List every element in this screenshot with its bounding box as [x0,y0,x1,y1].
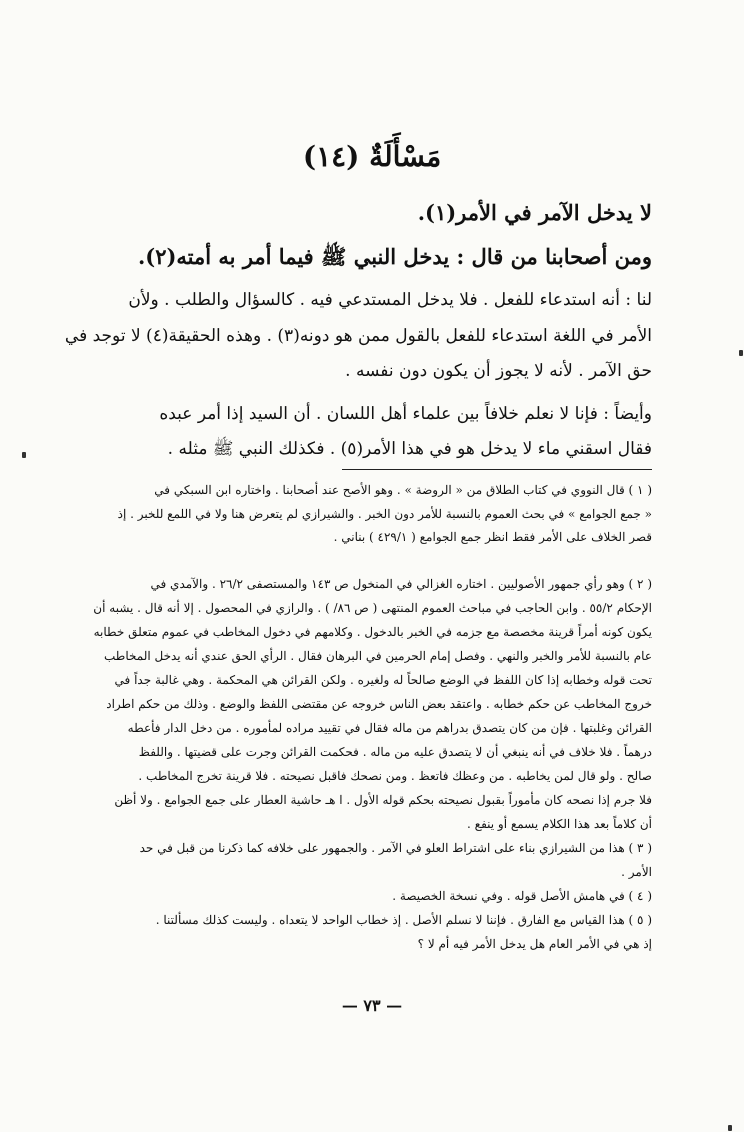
footnote-line: خروج المخاطب عن حكم خطابه . واعتقد بعض الناس خروجه عن مقتضى اللفظ والوضع . وذلك من حكم اطراد [106,697,652,711]
issue-heading: مَسْأَلَةٌ (١٤) [302,140,442,173]
footnote-line: تحت قوله وخطابه إذا كان اللفظ في الوضع صالحاً له ولغيره . ولكن القرائن هي المحكمة . وهي غالبة جداً في [114,673,652,687]
footnote-line: ( ٤ ) في هامش الأصل قوله . وفي نسخة الخصيصة . [392,889,652,903]
page-number: — ٧٣ — [341,996,403,1015]
main-line: فقال اسقني ماء لا يدخل هو في هذا الأمر(٥) . فكذلك النبي ﷺ مثله . [167,439,652,459]
margin-mark [728,1125,732,1131]
footnote-line: ( ١ ) قال النووي في كتاب الطلاق من « الروضة » . وهو الأصح عند أصحابنا . واختاره ابن السبكي في [154,483,652,497]
footnote-line: الإحكام ٥٥/٢ . وابن الحاجب في مباحث العموم المنتهى ( ص ٨٦/ ) . والرازي في المحصول . إلا أنه قال . يشبه أن [93,601,652,615]
footnote-line: يكون كونه أمراً قرينة مخصصة مع جزمه في الخبر بالدخول . وكلامهم في دخول المخاطب في عموم متعلق خطابه [93,625,652,639]
footnote-line: إذ هي في الأمر العام هل يدخل الأمر فيه أم لا ؟ [417,937,652,951]
footnote-line: القرائن وغلبتها . فإن من كان يتصدق بدراهم من ماله فقال في تقييد مراده لمأموره . من دخل الدار فأعطه [127,721,652,735]
footnote-separator [342,469,652,470]
footnote-line: صالح . ولو قال لمن يخاطبه . من وعظك فاتعظ . ومن نصحك فاقبل نصيحته . فلا قرينة تخرج المخاطب . [138,769,652,783]
footnote-line: فلا جرم إذا نصحه كان مأموراً بقبول نصيحته بحكم قوله الأول . ا هـ حاشية العطار على جمع الجوامع . ولا أظن [114,793,652,807]
main-line: لا يدخل الآمر في الأمر(١). [417,200,652,225]
margin-mark [739,350,743,356]
footnote-line: ( ٢ ) وهو رأي جمهور الأصوليين . اختاره الغزالي في المنخول ص ١٤٣ والمستصفى ٢٦/٢ . والآمدي في [150,577,652,591]
main-line: الأمر في اللغة استدعاء للفعل بالقول ممن هو دونه(٣) . وهذه الحقيقة(٤) لا توجد في [64,326,652,346]
footnote-line: الأمر . [621,865,652,879]
footnote-line: أن كلاماً بعد هذا الكلام يسمع أو ينفع . [467,817,652,831]
footnote-line: درهماً . فلا خلاف في أنه ينبغي أن لا يتصدق عليه من ماله . فحكمت القرائن وجرت على قضيتها . واللفظ [138,745,652,759]
footnote-line: ( ٣ ) هذا من الشيرازي بناء على اشتراط العلو في الآمر . والجمهور على خلافه كما ذكرنا من قبل في حد [139,841,652,855]
margin-mark [22,452,26,458]
main-line: حق الآمر . لأنه لا يجوز أن يكون دون نفسه . [345,361,652,381]
footnote-line: عام بالنسبة للأمر والخبر والنهي . وفصل إمام الحرمين في البرهان فقال . الرأي الحق عندي أنه يدخل المخاطب [104,649,652,663]
main-line: وأيضاً : فإنا لا نعلم خلافاً بين علماء أهل اللسان . أن السيد إذا أمر عبده [159,404,652,424]
main-line: ومن أصحابنا من قال : يدخل النبي ﷺ فيما أمر به أمته(٢). [137,244,652,269]
footnote-line: « جمع الجوامع » في بحث العموم بالنسبة للأمر دون الخبر . والشيرازي لم يتعرض هنا ولا في اللمع للخبر . إذ [117,507,652,521]
footnote-line: ( ٥ ) هذا القياس مع الفارق . فإننا لا نسلم الأصل . إذ خطاب الواحد لا يتعداه . وليست كذلك مسألتنا . [155,913,652,927]
main-line: لنا : أنه استدعاء للفعل . فلا يدخل المستدعي فيه . كالسؤال والطلب . ولأن [128,290,652,310]
footnote-line: قصر الخلاف على الأمر فقط انظر جمع الجوامع ( ٤٢٩/١ ) بناني . [333,530,652,544]
